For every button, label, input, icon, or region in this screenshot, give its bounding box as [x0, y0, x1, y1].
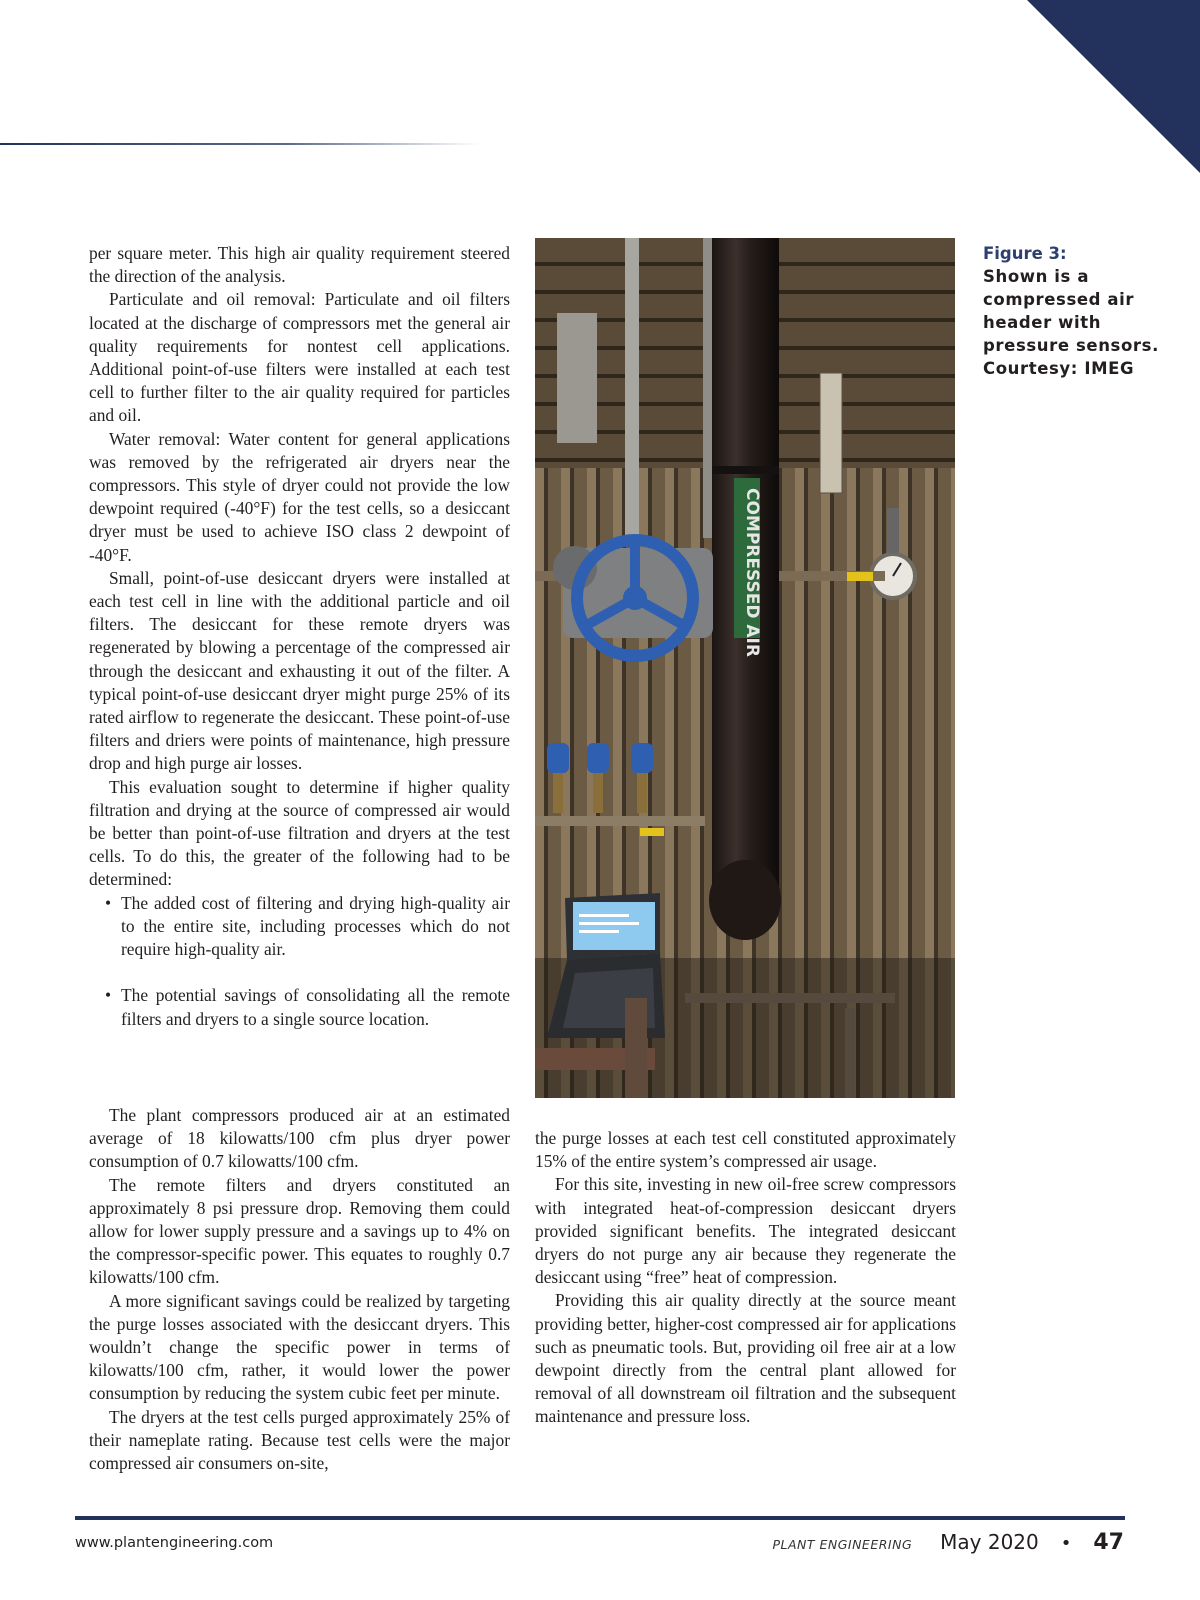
- paragraph: the purge losses at each test cell constituted approximately 15% of the entire system’s compressed air usage.: [535, 1128, 956, 1172]
- bullet-item: • The potential savings of consolidating all the remote filters and dryers to a single source location.: [89, 984, 510, 1030]
- paragraph: The plant compressors produced air at an estimated average of 18 kilowatts/100 cfm plus dryer power consumption of 0.7 kilowatts/100 cfm.: [89, 1105, 510, 1172]
- footer-right: [772, 1530, 1124, 1555]
- bullet-item: • The added cost of filtering and drying high-quality air to the entire site, including processes which do not require high-quality air.: [89, 892, 510, 962]
- paragraph: Water removal: Water content for general applications was removed by the refrigerated air dryers near the compressors. This style of dryer could not provide the low dewpoint required (-40°F) for the test cells, so a desiccant dryer must be used to achieve ISO class 2 dewpoint of -40°F.: [89, 428, 510, 565]
- paragraph: For this site, investing in new oil-free screw compressors with integrated heat-of-compression desiccant dryers provided significant benefits. The integrated desiccant dryers do not purge any air because they regenerate the desiccant using “free” heat of compression.: [535, 1174, 956, 1288]
- left-column-bottom: [89, 1104, 510, 1475]
- bullet-list: [89, 892, 510, 1031]
- paragraph: Providing this air quality directly at the source meant providing better, higher-cost compressed air for applications such as pneumatic tools. But, providing oil free air at a low dewpoint directly from the central plant allowed for removal of all downstream oil filtration and the subsequent maintenance and pressure loss.: [535, 1290, 956, 1427]
- footer-rule: [75, 1516, 1125, 1520]
- paragraph: Particulate and oil removal: Particulate and oil filters located at the discharge of compressors met the general air quality requirements for nontest cell applications. Additional point-of-use filters were installed at each test cell to further filter to the air quality required for particles and oil.: [89, 289, 510, 426]
- paragraph: The dryers at the test cells purged approximately 25% of their nameplate rating. Because test cells were the major compressed air consumers on-site,: [89, 1406, 510, 1474]
- page-number: 47: [1093, 1530, 1124, 1555]
- figure-photo: [535, 238, 955, 1098]
- separator-dot: •: [1060, 1533, 1072, 1554]
- paragraph: Small, point-of-use desiccant dryers were installed at each test cell in line with the additional particle and oil filters. The desiccant for these remote dryers was regenerated by blowing a percentage of the compressed air through the desiccant and exhausting it out of the filter. A typical point-of-use desiccant dryer might purge 25% of its rated airflow to regenerate the desiccant. These point-of-use filters and driers were points of maintenance, high pressure drop and high purge air losses.: [89, 567, 510, 774]
- figure-label: Figure 3:: [983, 244, 1067, 263]
- paragraph: The remote filters and dryers constituted an approximately 8 psi pressure drop. Removing them could allow for lower supply pressure and a savings up to 4% on the compressor-specific power. This equates to roughly 0.7 kilowatts/100 cfm.: [89, 1174, 510, 1288]
- paragraph: A more significant savings could be realized by targeting the purge losses associated with the desiccant dryers. This wouldn’t change the specific power in terms of kilowatts/100 cfm, rather, it would lower the power consumption by reducing the system cubic feet per minute.: [89, 1290, 510, 1404]
- pipe-label: COMPRESSED AIR: [742, 488, 762, 657]
- right-column: [535, 1127, 956, 1429]
- figure-caption: [983, 242, 1173, 380]
- footer-url[interactable]: www.plantengineering.com: [75, 1535, 274, 1551]
- issue-date: May 2020: [940, 1530, 1039, 1554]
- left-column-top: [89, 242, 510, 1031]
- corner-decoration: [0, 0, 1200, 200]
- paragraph: This evaluation sought to determine if higher quality filtration and drying at the source of compressed air would be better than point-of-use filtration and dryers at the test cells. To do this, the greater of the following had to be determined:: [89, 776, 510, 890]
- paragraph: per square meter. This high air quality requirement steered the direction of the analysis.: [89, 243, 510, 287]
- figure-caption-text: Shown is a compressed air header with pressure sensors. Courtesy: IMEG: [983, 267, 1159, 378]
- compressed-air-header-illustration: [535, 238, 955, 1098]
- publication-name: PLANT ENGINEERING: [772, 1537, 913, 1552]
- header-rule: [0, 143, 480, 145]
